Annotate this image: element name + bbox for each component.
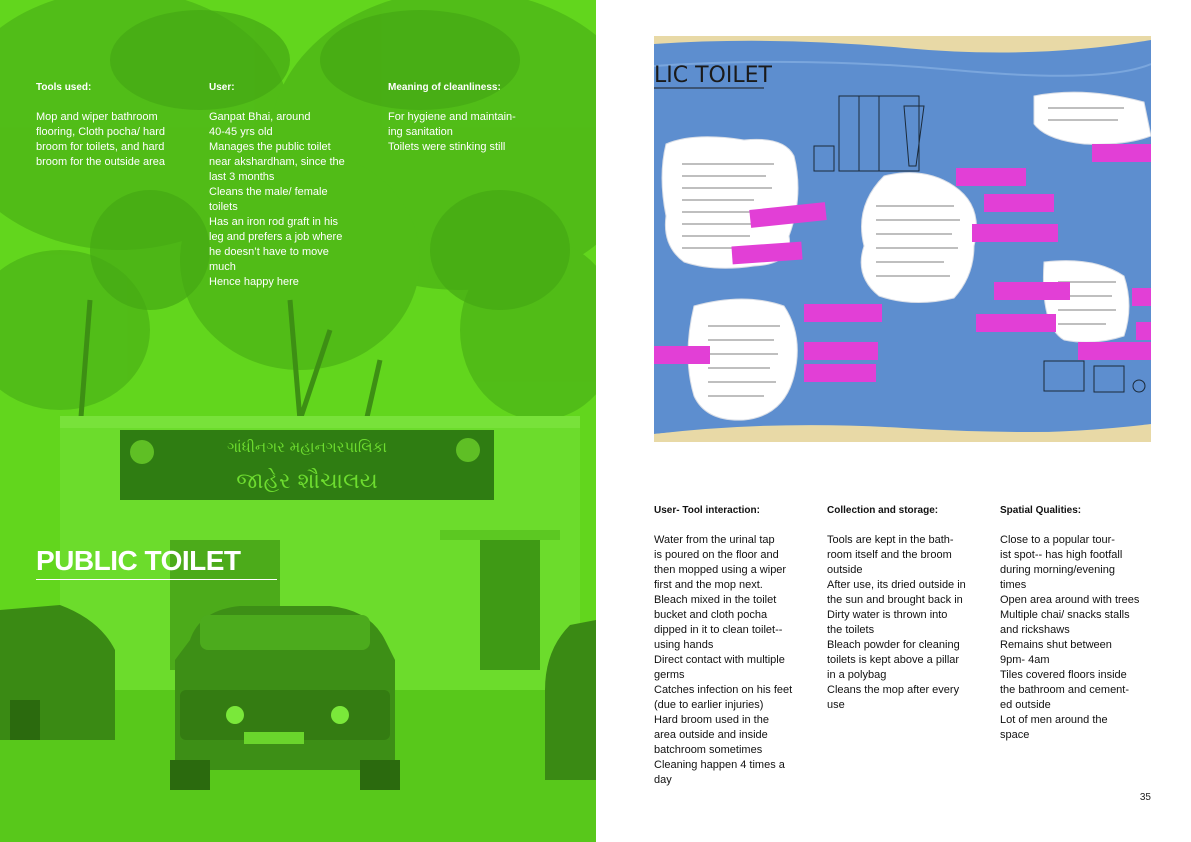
meaning-line: Toilets were stinking still [388, 141, 506, 153]
title-underline [36, 579, 277, 580]
interaction-column [654, 503, 814, 788]
spatial-line: during morning/evening [1000, 564, 1115, 576]
spatial-line: Tiles covered floors inside [1000, 669, 1127, 681]
spatial-line: 9pm- 4am [1000, 654, 1050, 666]
user-line: Has an iron rod graft in his [209, 216, 339, 228]
tools-column [36, 80, 186, 170]
storage-line: use [827, 699, 845, 711]
interaction-line: (due to earlier injuries) [654, 699, 764, 711]
storage-line: Cleans the mop after every [827, 684, 960, 696]
meaning-line: ing sanitation [388, 126, 453, 138]
user-line: much [209, 261, 236, 273]
meaning-line: For hygiene and maintain- [388, 111, 516, 123]
spatial-line: Lot of men around the [1000, 714, 1108, 726]
interaction-line: germs [654, 669, 685, 681]
research-board-photo [654, 36, 1151, 442]
user-line: Manages the public toilet [209, 141, 331, 153]
storage-line: Dirty water is thrown into [827, 609, 948, 621]
spatial-line: times [1000, 579, 1027, 591]
interaction-line: Water from the urinal tap [654, 534, 775, 546]
interaction-line: first and the mop next. [654, 579, 763, 591]
meaning-column [388, 80, 538, 155]
user-line: Ganpat Bhai, around [209, 111, 311, 123]
tools-heading: Tools used: [36, 82, 92, 93]
interaction-line: batchroom sometimes [654, 744, 763, 756]
page-number: 35 [1139, 792, 1151, 803]
interaction-line: area outside and inside [654, 729, 768, 741]
spatial-line: Close to a popular tour- [1000, 534, 1115, 546]
storage-line: Tools are kept in the bath- [827, 534, 954, 546]
user-line: 40-45 yrs old [209, 126, 273, 138]
board-title: LIC TOILET [654, 63, 772, 88]
spatial-line: Open area around with trees [1000, 594, 1140, 606]
storage-line: outside [827, 564, 863, 576]
meaning-heading: Meaning of cleanliness: [388, 82, 501, 93]
storage-column [827, 503, 987, 713]
spatial-line: space [1000, 729, 1030, 741]
storage-line: in a polybag [827, 669, 887, 681]
spatial-line: ist spot-- has high footfall [1000, 549, 1123, 561]
interaction-line: is poured on the floor and [654, 549, 779, 561]
spatial-line: the bathroom and cement- [1000, 684, 1130, 696]
page-title: PUBLIC TOILET [36, 545, 241, 576]
sign-text-2: જાહેર શૌચાલય [236, 469, 378, 494]
interaction-line: bucket and cloth pocha [654, 609, 768, 621]
spatial-line: and rickshaws [1000, 624, 1070, 636]
storage-line: After use, its dried outside in [827, 579, 966, 591]
tools-line: flooring, Cloth pocha/ hard [36, 126, 166, 138]
spatial-line: ed outside [1000, 699, 1051, 711]
tools-line: broom for toilets, and hard [36, 141, 165, 153]
interaction-line: Bleach mixed in the toilet [654, 594, 777, 606]
user-line: Cleans the male/ female [209, 186, 328, 198]
user-column [209, 80, 364, 290]
storage-line: Bleach powder for cleaning [827, 639, 960, 651]
storage-line: the sun and brought back in [827, 594, 963, 606]
spatial-heading: Spatial Qualities: [1000, 505, 1082, 516]
storage-line: room itself and the broom [827, 549, 952, 561]
user-heading: User: [209, 82, 235, 93]
user-line: leg and prefers a job where [209, 231, 343, 243]
interaction-line: Cleaning happen 4 times a [654, 759, 785, 771]
user-line: near akshardham, since the [209, 156, 345, 168]
tools-line: broom for the outside area [36, 156, 166, 168]
right-page [596, 0, 1191, 842]
tools-line: Mop and wiper bathroom [36, 111, 158, 123]
sign-text-1: ગાંધીનગર મહાનગરપાલિકા [227, 438, 387, 456]
spatial-line: Multiple chai/ snacks stalls [1000, 609, 1130, 621]
storage-heading: Collection and storage: [827, 505, 939, 516]
spatial-column [1000, 503, 1160, 743]
interaction-line: Direct contact with multiple [654, 654, 785, 666]
interaction-line: dipped in it to clean toilet-- [654, 624, 783, 636]
interaction-heading: User- Tool interaction: [654, 505, 760, 516]
storage-line: toilets is kept above a pillar [827, 654, 960, 666]
interaction-line: using hands [654, 639, 714, 651]
user-line: Hence happy here [209, 276, 299, 288]
interaction-line: then mopped using a wiper [654, 564, 787, 576]
user-line: last 3 months [209, 171, 275, 183]
storage-line: the toilets [827, 624, 875, 636]
spatial-line: Remains shut between [1000, 639, 1112, 651]
interaction-line: Catches infection on his feet [654, 684, 793, 696]
user-line: he doesn’t have to move [209, 246, 329, 258]
interaction-line: Hard broom used in the [654, 714, 769, 726]
interaction-line: day [654, 774, 672, 786]
user-line: toilets [209, 201, 238, 213]
